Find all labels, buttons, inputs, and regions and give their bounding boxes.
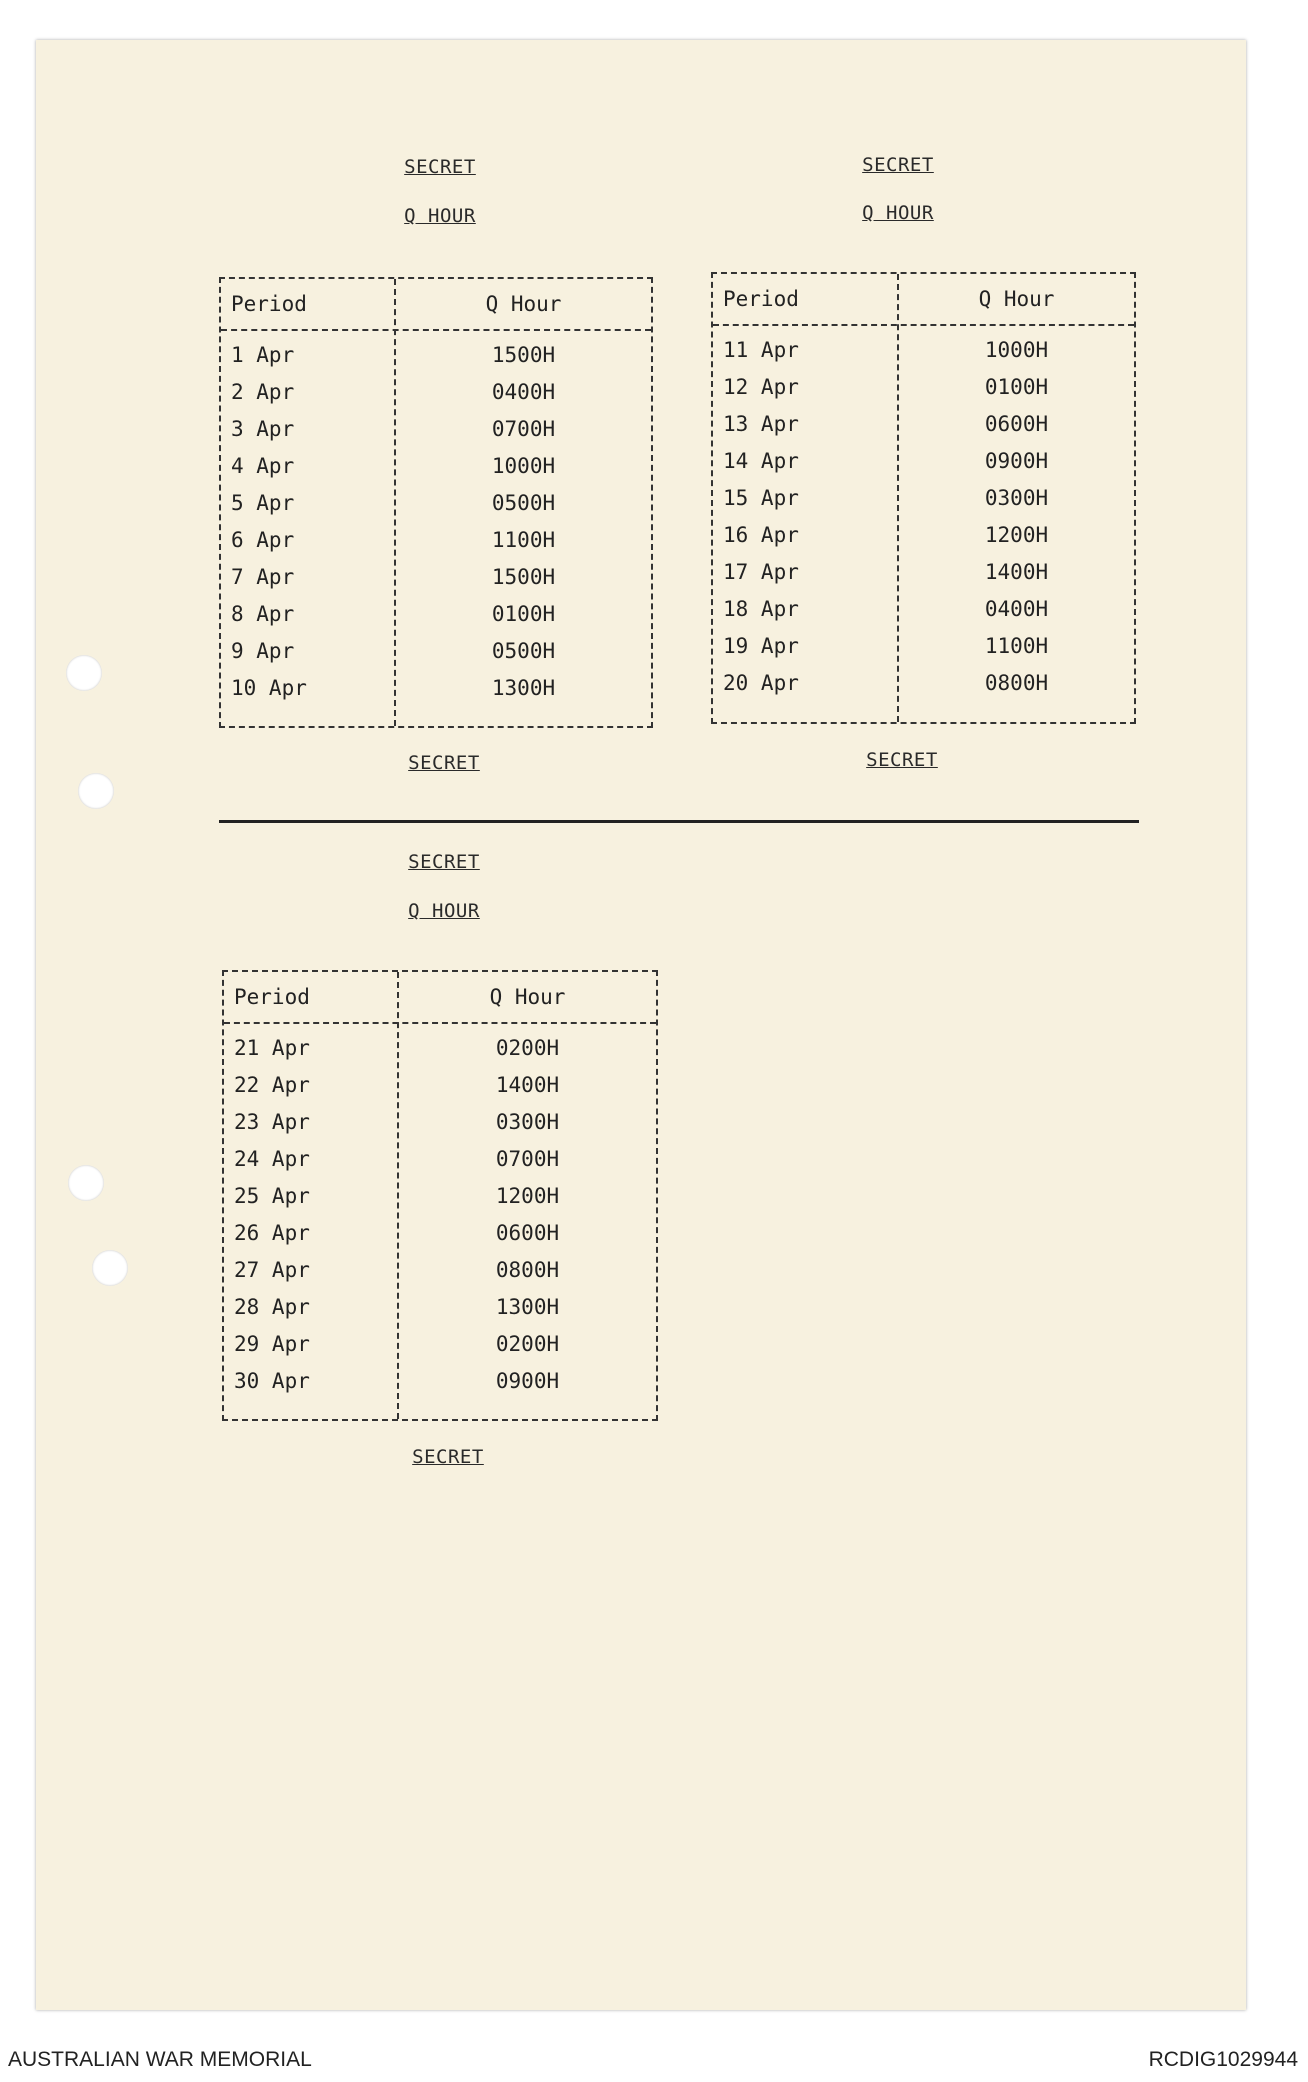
q-hour-table-2 [711,272,1136,724]
period-cell: 24 Apr [234,1147,310,1171]
q-hour-cell: 0500H [491,639,556,663]
q-hour-cell: 0100H [984,375,1049,399]
table-row [224,1252,656,1289]
period-cell: 14 Apr [723,449,799,473]
period-cell: 11 Apr [723,338,799,362]
table-row [221,559,651,596]
q-hour-title: Q HOUR [408,900,480,922]
q-hour-cell: 1400H [984,560,1049,584]
secret-heading: SECRET [408,851,480,873]
table-row [713,406,1134,443]
period-column-header: Period [234,985,310,1009]
period-cell: 15 Apr [723,486,799,510]
q-hour-cell: 0400H [984,597,1049,621]
secret-footer-label: SECRET [412,1446,484,1468]
q-hour-cell: 0900H [984,449,1049,473]
period-cell: 29 Apr [234,1332,310,1356]
period-cell: 28 Apr [234,1295,310,1319]
table-row [221,485,651,522]
table-row [221,522,651,559]
period-cell: 12 Apr [723,375,799,399]
q-hour-title: Q HOUR [404,205,476,227]
q-hour-cell: 0300H [984,486,1049,510]
table-row [713,480,1134,517]
period-cell: 9 Apr [231,639,295,663]
table-row [713,591,1134,628]
punch-hole [68,1165,104,1201]
q-hour-cell: 0800H [495,1258,560,1282]
q-hour-column-header: Q Hour [489,985,566,1009]
table-row [713,369,1134,406]
secret-heading: SECRET [404,156,476,178]
table-row [221,633,651,670]
table-row [224,1104,656,1141]
period-cell: 20 Apr [723,671,799,695]
table-row [224,1030,656,1067]
q-hour-cell: 0700H [491,417,556,441]
period-cell: 18 Apr [723,597,799,621]
table-row [221,670,651,707]
period-cell: 13 Apr [723,412,799,436]
q-hour-cell: 1400H [495,1073,560,1097]
punch-hole [92,1250,128,1286]
q-hour-cell: 0600H [495,1221,560,1245]
q-hour-cell: 0900H [495,1369,560,1393]
archive-credit: AUSTRALIAN WAR MEMORIAL [8,2048,312,2071]
table-row [221,337,651,374]
q-hour-cell: 0500H [491,491,556,515]
q-hour-cell: 0300H [495,1110,560,1134]
period-cell: 3 Apr [231,417,295,441]
period-cell: 10 Apr [231,676,307,700]
q-hour-title: Q HOUR [862,202,934,224]
table-row [224,1326,656,1363]
q-hour-cell: 1500H [491,565,556,589]
q-hour-column-header: Q Hour [485,292,562,316]
q-hour-cell: 0200H [495,1332,560,1356]
punch-hole [78,773,114,809]
table-row [221,596,651,633]
q-hour-cell: 0200H [495,1036,560,1060]
period-cell: 4 Apr [231,454,295,478]
period-cell: 17 Apr [723,560,799,584]
q-hour-cell: 1200H [984,523,1049,547]
table-row [224,1215,656,1252]
q-hour-table-3 [222,970,658,1421]
q-hour-cell: 1000H [984,338,1049,362]
table-row [221,448,651,485]
table-row [713,665,1134,702]
period-cell: 1 Apr [231,343,295,367]
q-hour-cell: 1300H [491,676,556,700]
period-cell: 21 Apr [234,1036,310,1060]
period-cell: 30 Apr [234,1369,310,1393]
period-cell: 25 Apr [234,1184,310,1208]
period-cell: 6 Apr [231,528,295,552]
table-row [713,517,1134,554]
table-row [224,1067,656,1104]
table-row [713,332,1134,369]
period-cell: 16 Apr [723,523,799,547]
table-row [224,1363,656,1400]
period-column-header: Period [231,292,307,316]
period-cell: 8 Apr [231,602,295,626]
table-row [713,554,1134,591]
period-cell: 23 Apr [234,1110,310,1134]
q-hour-cell: 0600H [984,412,1049,436]
table-row [221,411,651,448]
table-row [224,1178,656,1215]
q-hour-cell: 1500H [491,343,556,367]
period-cell: 26 Apr [234,1221,310,1245]
q-hour-table-1 [219,277,653,728]
q-hour-cell: 0800H [984,671,1049,695]
period-cell: 7 Apr [231,565,295,589]
secret-footer-label: SECRET [408,752,480,774]
secret-footer-label: SECRET [866,749,938,771]
period-cell: 27 Apr [234,1258,310,1282]
table-row [713,628,1134,665]
archive-reference-id: RCDIG1029944 [1148,2048,1298,2071]
table-row [224,1289,656,1326]
period-cell: 19 Apr [723,634,799,658]
table-row [221,374,651,411]
q-hour-column-header: Q Hour [978,287,1055,311]
period-column-header: Period [723,287,799,311]
period-cell: 2 Apr [231,380,295,404]
section-divider [219,820,1139,823]
period-cell: 22 Apr [234,1073,310,1097]
q-hour-cell: 0100H [491,602,556,626]
q-hour-cell: 1300H [495,1295,560,1319]
period-cell: 5 Apr [231,491,295,515]
q-hour-cell: 1200H [495,1184,560,1208]
q-hour-cell: 0400H [491,380,556,404]
q-hour-cell: 1100H [984,634,1049,658]
q-hour-cell: 0700H [495,1147,560,1171]
q-hour-cell: 1100H [491,528,556,552]
q-hour-cell: 1000H [491,454,556,478]
punch-hole [66,655,102,691]
secret-heading: SECRET [862,154,934,176]
table-row [713,443,1134,480]
table-row [224,1141,656,1178]
